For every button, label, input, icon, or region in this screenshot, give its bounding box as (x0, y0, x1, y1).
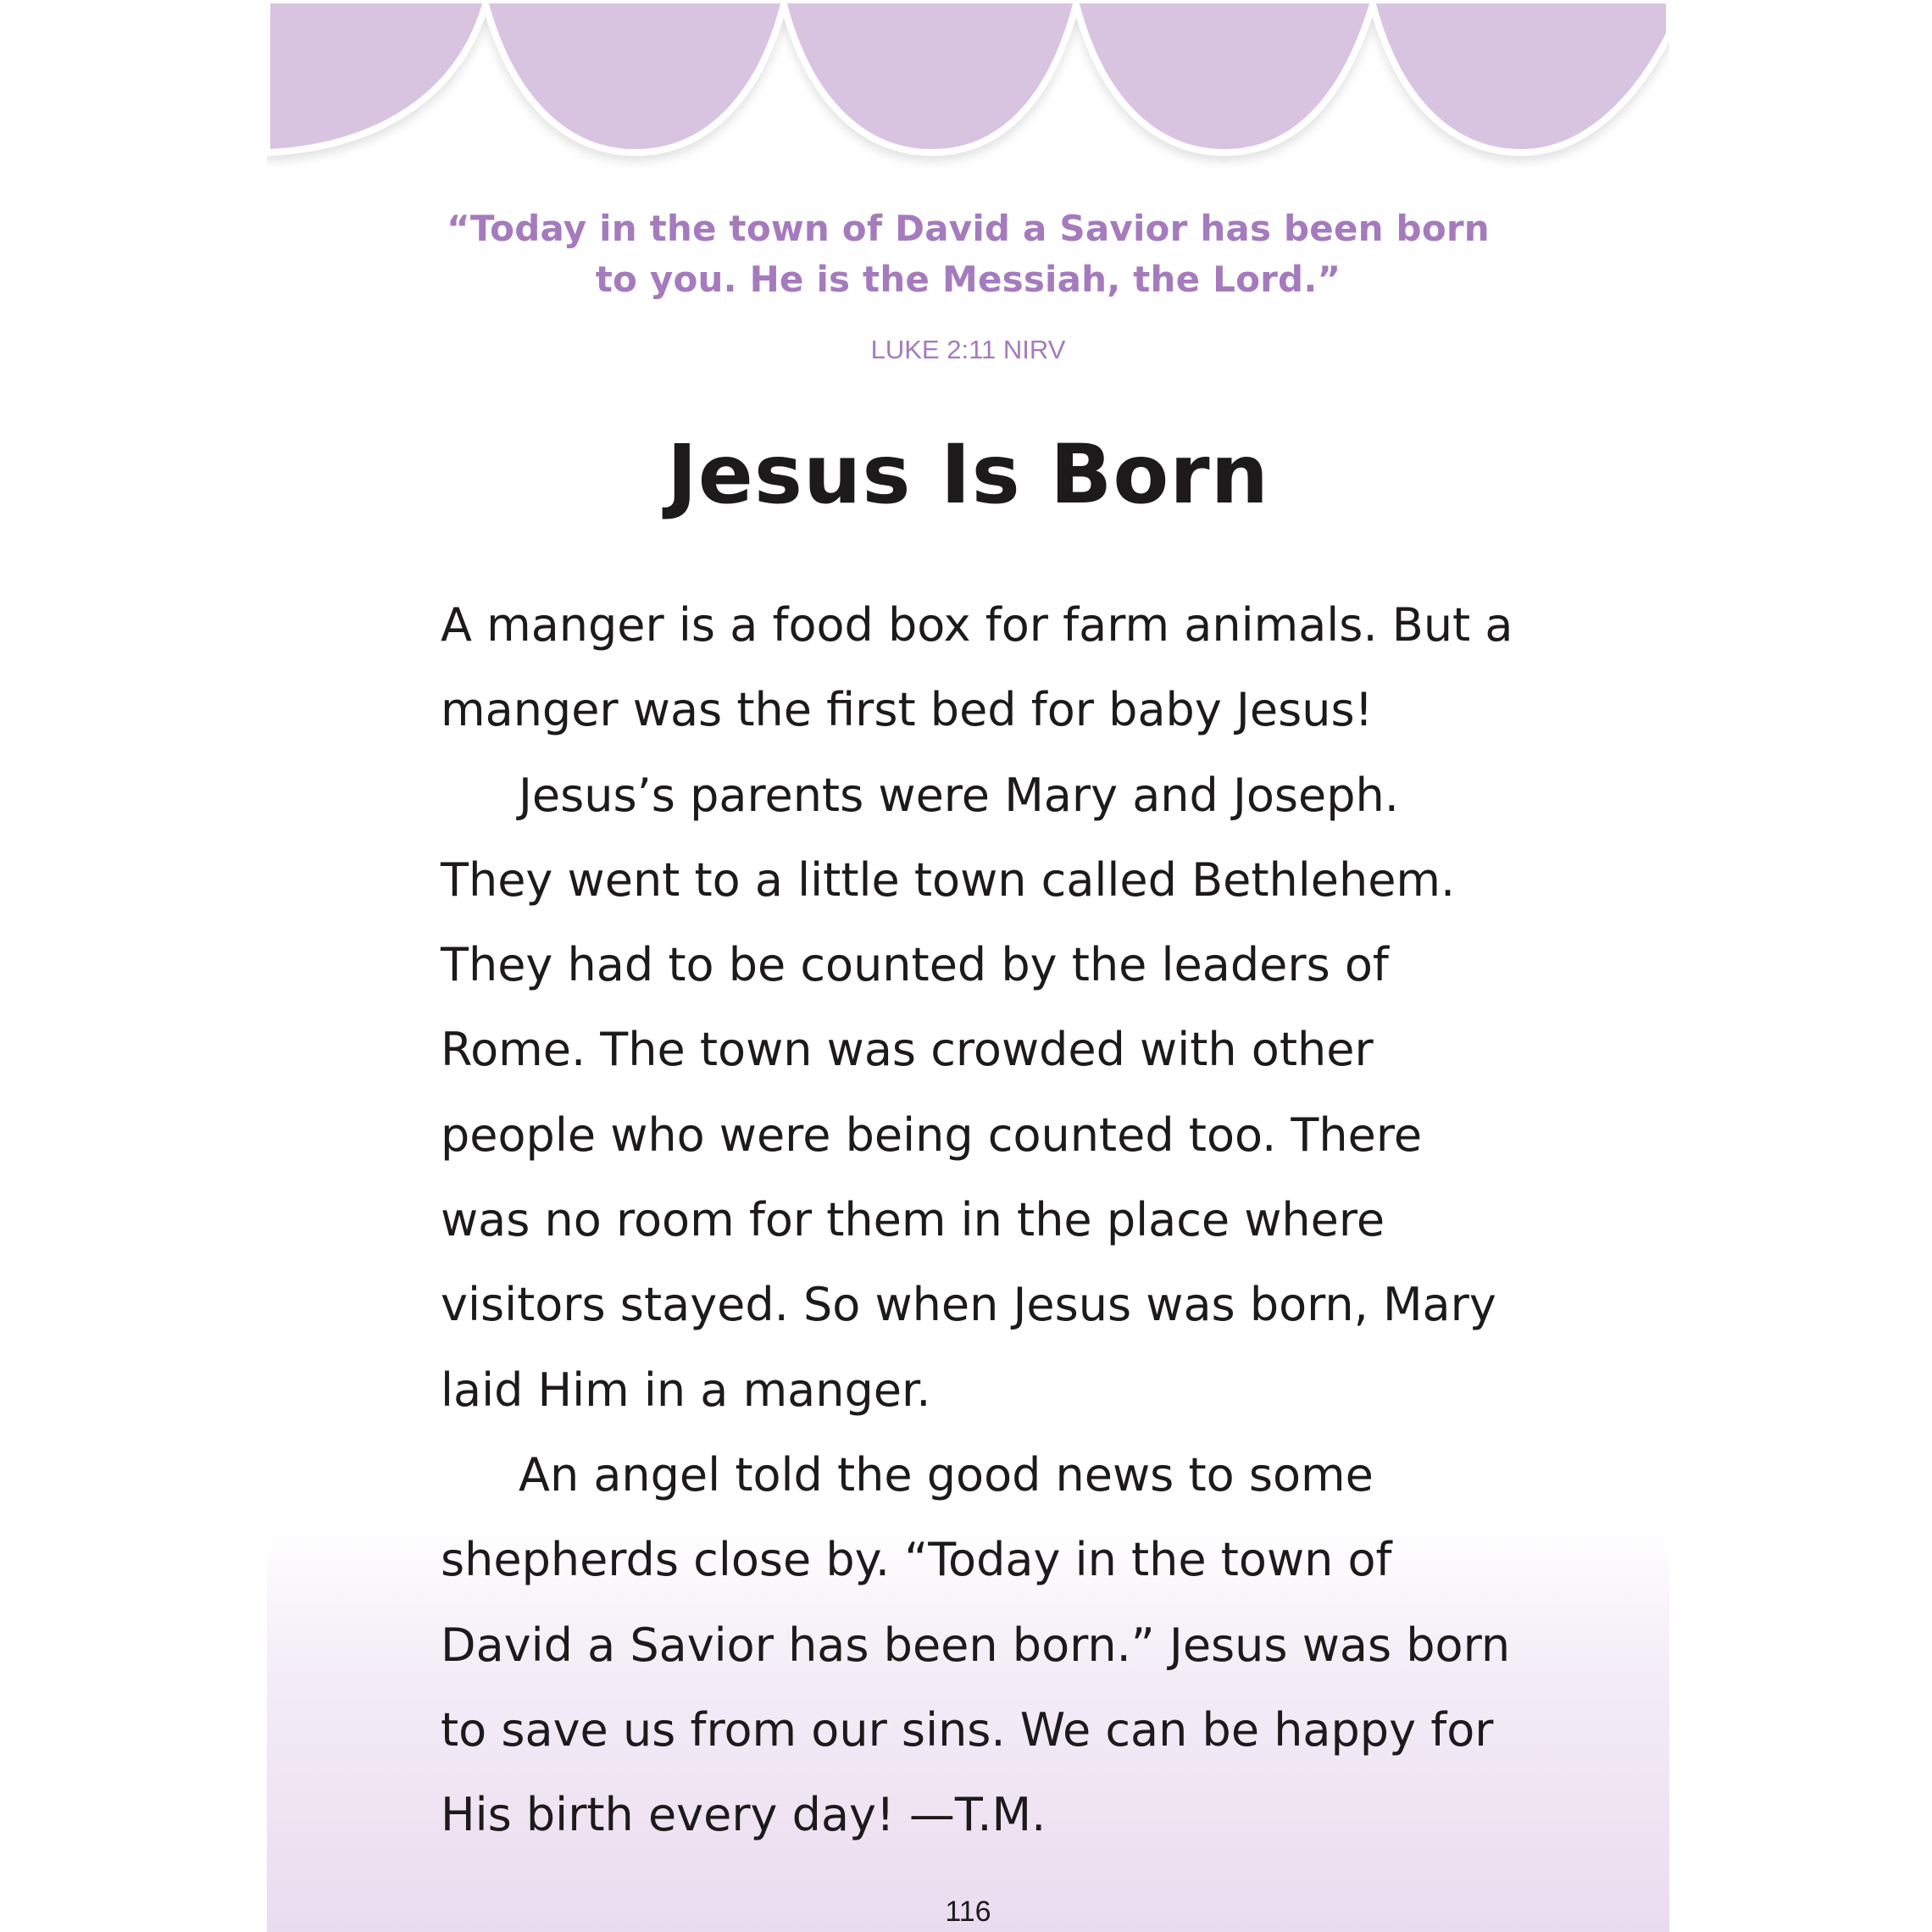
scripture-quote (267, 203, 1669, 305)
story-line: Rome. The town was crowded with other (441, 1023, 1374, 1077)
story-line: visitors stayed. So when Jesus was born, Mary (441, 1278, 1496, 1332)
scallop-shape (267, 0, 1669, 153)
story-line: His birth every day! —T.M. (441, 1788, 1046, 1842)
story-line: manger was the first bed for baby Jesus! (441, 683, 1374, 737)
story-line: laid Him in a manger. (441, 1363, 931, 1417)
scripture-quote-line-2: to you. He is the Messiah, the Lord.” (595, 258, 1341, 300)
story-line: An angel told the good news to some (519, 1447, 1374, 1502)
story-line: was no room for them in the place where (441, 1193, 1385, 1247)
book-page (267, 0, 1669, 1932)
page-number: 116 (945, 1896, 991, 1928)
story-line: Jesus’s parents were Mary and Joseph. (519, 768, 1399, 822)
story-line: shepherds close by. “Today in the town of (441, 1533, 1392, 1587)
page-title: Jesus Is Born (667, 427, 1269, 522)
story-body (441, 583, 1525, 1857)
scripture-quote-line-1: “Today in the town of David a Savior has been born (447, 208, 1490, 249)
story-line: They went to a little town called Bethlehem. (441, 852, 1456, 907)
scallop-border-svg (267, 0, 1669, 169)
story-line: to save us from our sins. We can be happy for (441, 1702, 1494, 1757)
scripture-reference: LUKE 2:11 NIRV (870, 335, 1066, 364)
story-line: people who were being counted too. There (441, 1108, 1423, 1162)
scallop-border-decoration (267, 0, 1669, 169)
story-line: David a Savior has been born.” Jesus was born (441, 1618, 1511, 1672)
story-line: They had to be counted by the leaders of (441, 938, 1389, 992)
story-line: A manger is a food box for farm animals. But a (441, 598, 1513, 652)
